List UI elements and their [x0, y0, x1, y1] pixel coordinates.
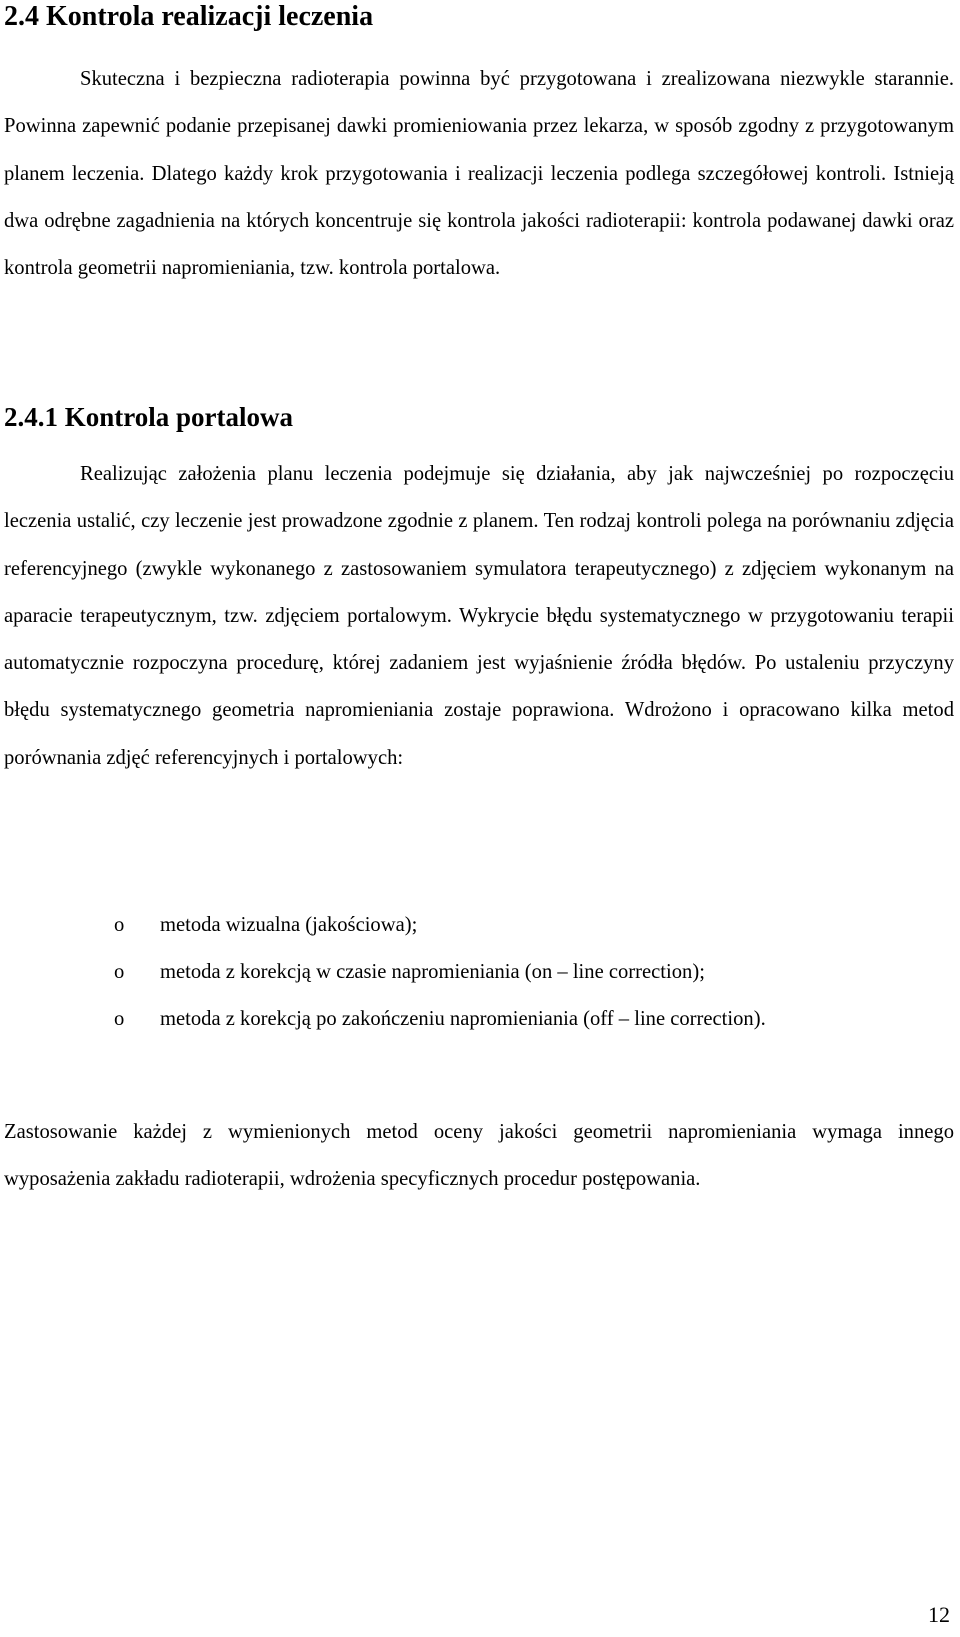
bullet-marker: o — [114, 914, 125, 936]
methods-list — [0, 902, 960, 1043]
page-number: 12 — [928, 1602, 950, 1627]
list-item-text: metoda wizualna (jakościowa); — [160, 914, 418, 936]
list-item — [0, 902, 960, 949]
bullet-marker: o — [114, 961, 125, 983]
section-heading: 2.4 Kontrola realizacji leczenia — [4, 1, 374, 32]
subsection-paragraph: Realizując założenia planu leczenia podejmuje się działania, aby jak najwcześniej po rozpoczęciu leczenia ustalić, czy leczenie jest prowadzone zgodnie z planem. Ten rodzaj kontroli polega na porównaniu zdjęcia referencyjnego (zwykle wykonanego z zastosowaniem symulatora terapeutycznego) z zdjęciem wykonanym na aparacie terapeutycznym, tzw. zdjęciem portalowym. Wykrycie błędu systematycznego w przygotowaniu terapii automatycznie rozpoczyna procedurę, której zadaniem jest wyjaśnienie źródła błędów. Po ustaleniu przyczyny błędu systematycznego geometria napromieniania zostaje poprawiona. Wdrożono i opracowano kilka metod porównania zdjęć referencyjnych i portalowych: — [4, 463, 954, 769]
bullet-marker: o — [114, 1008, 125, 1030]
subsection-heading: 2.4.1 Kontrola portalowa — [4, 402, 293, 432]
list-item — [0, 949, 960, 996]
section-paragraph: Skuteczna i bezpieczna radioterapia powinna być przygotowana i zrealizowana niezwykle starannie. Powinna zapewnić podanie przepisanej dawki promieniowania przez lekarza, w sposób zgodny z przygotowanym planem leczenia. Dlatego każdy krok przygotowania i realizacji leczenia podlega szczegółowej kontroli. Istnieją dwa odrębne zagadnienia na których koncentruje się kontrola jakości radioterapii: kontrola podawanej dawki oraz kontrola geometrii napromieniania, tzw. kontrola portalowa. — [4, 68, 954, 280]
list-item — [0, 996, 960, 1043]
closing-paragraph: Zastosowanie każdej z wymienionych metod oceny jakości geometrii napromieniania wymaga innego wyposażenia zakładu radioterapii, wdrożenia specyficznych procedur postępowania. — [4, 1121, 954, 1191]
list-item-text: metoda z korekcją po zakończeniu napromieniania (off – line correction). — [160, 1008, 766, 1030]
list-item-text: metoda z korekcją w czasie napromieniania (on – line correction); — [160, 961, 705, 983]
